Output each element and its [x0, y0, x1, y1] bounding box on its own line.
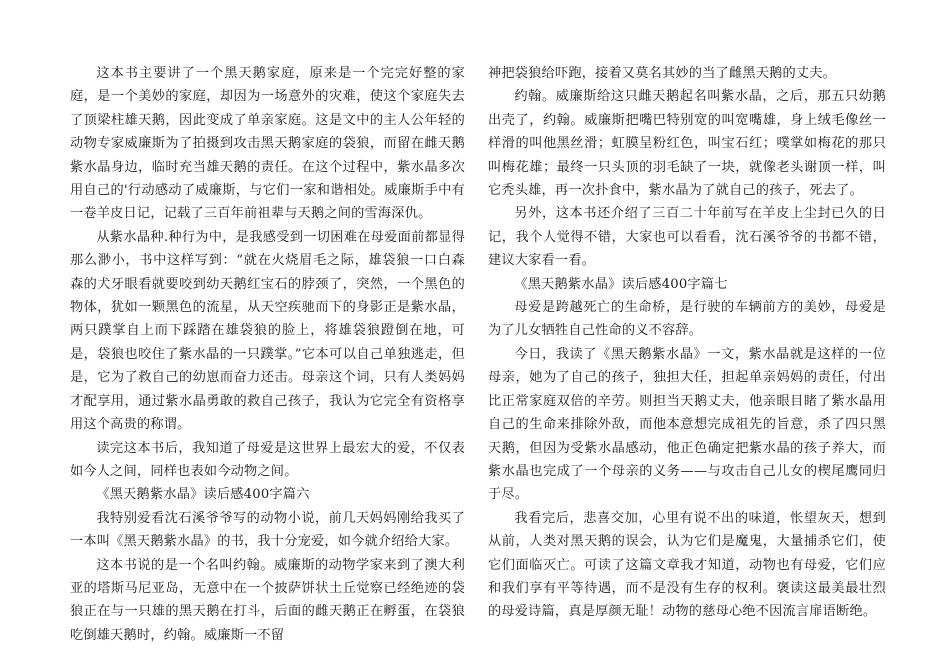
right-paragraph: 约翰。威廉斯给这只雌天鹅起名叫紫水晶，之后，那五只幼鹅出壳了，约翰。威廉斯把嘴巴特别宽的叫宽嘴雄，身上绒毛像丝一样滑的叫他黑丝滑；虹膜呈粉红色，叫宝石红；噗掌如梅花的那只叫梅花雄；最终一只头顶的羽毛缺了一块，就像老头谢顶一样，叫它秃头雄，再一次扑食中，紫水晶为了就自己的孩子，死去了。 [488, 89, 886, 199]
right-text-column [488, 62, 886, 624]
left-paragraph: 这本书说的是一个名叫约翰。威廉斯的动物学家来到了澳大利亚的塔斯马尼亚岛，无意中在一个披萨饼状土丘觉察已经绝迹的袋狼正在与一只雄的黑天鹅在打斗，后面的雌天鹅正在孵蛋，在袋狼吃倒雄天鹅时，约翰。威廉斯一不留 [70, 557, 465, 643]
right-section-heading: 《黑天鹅紫水晶》读后感400字篇七 [514, 276, 728, 292]
right-paragraph: 母爱是跨越死亡的生命桥，是行驶的车辆前方的美妙，母爱是为了儿女牺牲自己性命的义不容辞。 [488, 300, 886, 339]
right-paragraph: 另外，这本书还介绍了三百二十年前写在羊皮上尘封已久的日记，我个人觉得不错，大家也可以看看，沈石溪爷爷的书都不错，建议大家看一看。 [488, 206, 886, 269]
right-paragraph: 今日，我读了《黑天鹅紫水晶》一文，紫水晶就是这样的一位母亲，她为了自己的孩子，独担大任，担起单亲妈妈的责任，付出比正常家庭双倍的辛劳。则担当天鹅丈夫，他亲眼目睹了紫水晶用自己的生命来排除外敌，而他本意想完成祖先的旨意，杀了四只黑天鹅，但因为受紫水晶感动，他正色确定把紫水晶的孩子养大，而紫水晶也完成了一个母亲的义务——与攻击自己儿女的楔尾鹰同归于尽。 [488, 346, 886, 503]
left-paragraph: 读完这本书后，我知道了母爱是这世界上最宏大的爱，不仅表如今人之间，同样也表如今动物之间。 [70, 440, 465, 479]
left-paragraph: 从紫水晶种.种行为中，是我感受到一切困难在母爱面前都显得那么渺小，书中这样写到：“就在火烧眉毛之际，雄袋狼一口白森森的犬牙眼看就要咬到幼天鹅红宝石的脖颈了，突然，一个黑色的物体，犹如一颗黑色的流星，从天空疾驰而下的身影正是紫水晶，两只蹼掌自上而下踩踏在雄袋狼的脸上，将雄袋狼蹬倒在地，可是，袋狼也咬住了紫水晶的一只蹼掌。”它本可以自己单独逃走，但是，它为了救自己的幼崽而奋力还击。母亲这个词，只有人类妈妈才配享用，通过紫水晶勇敢的救自己孩子，我认为它完全有资格享用这个高贵的称谓。 [70, 229, 465, 433]
right-paragraph: 我看完后，悲喜交加，心里有说不出的味道，怅望灰天，想到从前，人类对黑天鹅的误会，认为它们是魔鬼，大量捕杀它们，使它们面临灭亡。可读了这篇文章我才知道，动物也有母爱，它们应和我们享有平等待遇，而不是没有生存的权利。褒读这最美最壮烈的母爱诗篇，真是厚颜无耻！动物的慈母心绝不因流言扉语断绝。 [488, 510, 886, 620]
left-text-column [70, 62, 465, 647]
left-paragraph: 我特别爱看沈石溪爷爷写的动物小说，前几天妈妈刚给我买了一本叫《黑天鹅紫水晶》的书，我十分宠爱，如今就介绍给大家。 [70, 510, 465, 550]
left-paragraph: 这本书主要讲了一个黑天鹅家庭，原来是一个完完好整的家庭，是一个美妙的家庭，却因为一场意外的灾难，使这个家庭失去了顶梁柱雄天鹅，因此变成了单亲家庭。这是文中的主人公年轻的动物专家威廉斯为了拍摄到攻击黑天鹅家庭的袋狼，而留在雌天鹅紫水晶身边，临时充当雄天鹅的责任。在这个过程中，紫水晶多次用自己的'行动感动了威廉斯，与它们一家和谐相处。威廉斯手中有一卷羊皮日记，记载了三百年前祖辈与天鹅之间的雪海深仇。 [70, 66, 465, 222]
right-paragraph-continued: 神把袋狼给吓跑，接着又莫名其妙的当了雌黑天鹅的丈夫。 [488, 66, 837, 81]
left-section-heading: 《黑天鹅紫水晶》读后感400字篇六 [96, 487, 310, 503]
